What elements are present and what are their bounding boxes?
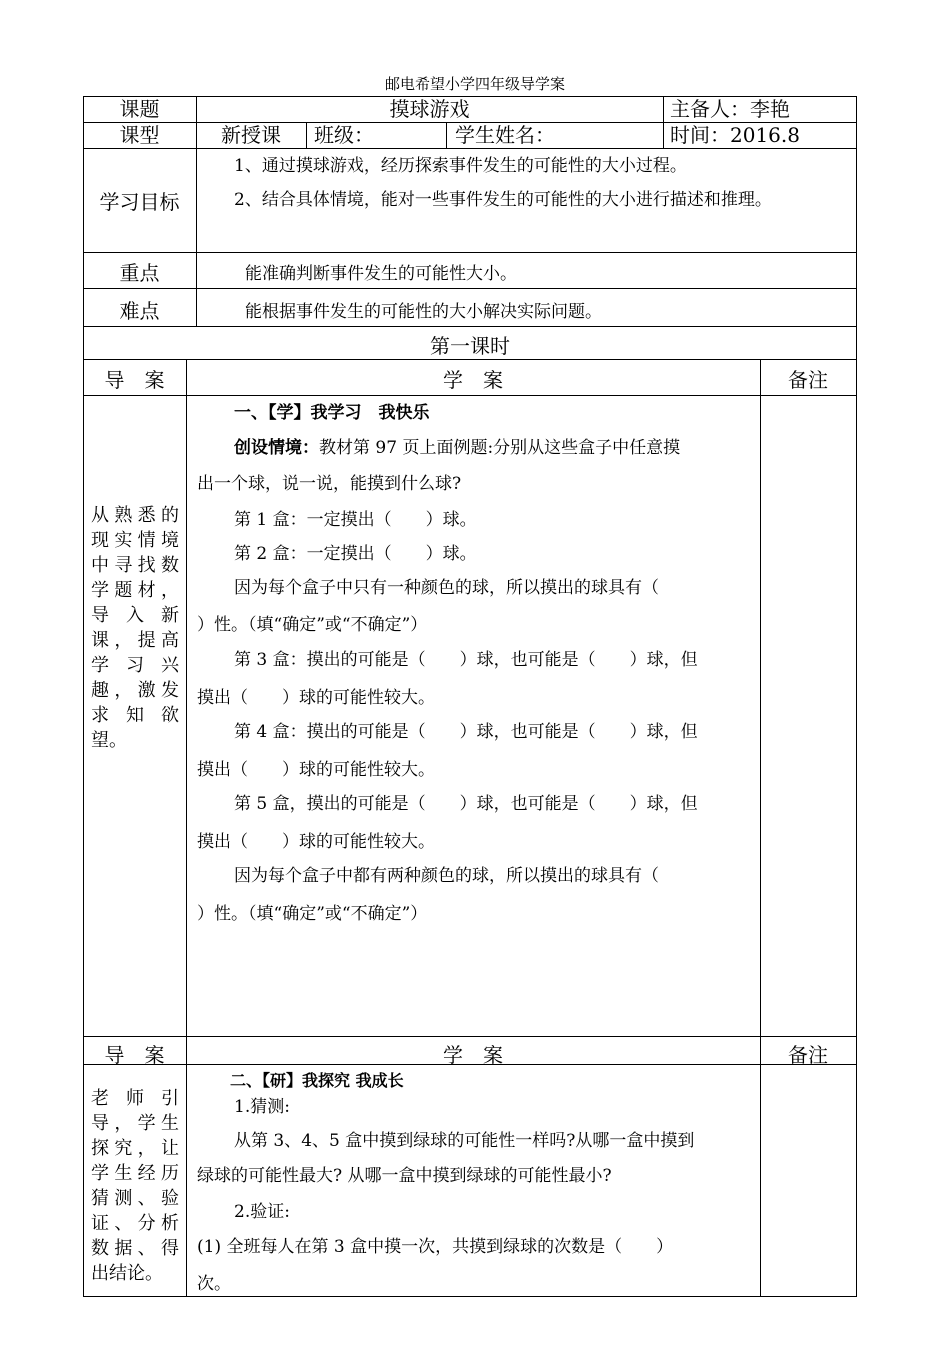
- box2-question: 第 2 盒：一定摸出（ ）球。: [234, 544, 477, 564]
- box3-line-b: 摸出（ ）球的可能性较大。: [197, 688, 435, 708]
- box4-line-b: 摸出（ ）球的可能性较大。: [197, 760, 435, 780]
- type-value: 新授课: [221, 123, 281, 147]
- preparer: 主备人：李艳: [670, 97, 790, 121]
- type-label: 课型: [119, 123, 160, 147]
- box1-question: 第 1 盒：一定摸出（ ）球。: [234, 510, 477, 530]
- section2-guide-text: 老师引 导，学生 探究，让 学生经历 猜测、验 证、分析 数据、得 出结论。: [91, 1088, 179, 1284]
- class-label: 班级：: [314, 123, 374, 147]
- verify-line-1b: 次。: [197, 1274, 231, 1294]
- guide-column-header-2: 导 案: [104, 1043, 165, 1067]
- box4-line-a: 第 4 盒：摸出的可能是（ ）球，也可能是（ ）球，但: [234, 722, 698, 742]
- document-title: 邮电希望小学四年级导学案: [384, 75, 565, 93]
- study-column-header: 学 案: [443, 368, 503, 392]
- guess-line-b: 绿球的可能性最大? 从哪一盒中摸到绿球的可能性最小?: [197, 1166, 612, 1186]
- because1-line-b: ）性。（填“确定”或“不确定”）: [197, 615, 428, 635]
- topic-value: 摸球游戏: [389, 97, 470, 121]
- guess-line-a: 从第 3、4、5 盒中摸到绿球的可能性一样吗?从哪一盒中摸到: [234, 1131, 695, 1151]
- guide-column-header: 导 案: [104, 368, 165, 392]
- section1-guide-text: 从熟悉的 现实情境 中寻找数 学题材， 导入新 课，提高 学习兴 趣，激发 求知欲 望。: [91, 505, 179, 751]
- box3-line-a: 第 3 盒：摸出的可能是（ ）球，也可能是（ ）球，但: [234, 650, 698, 670]
- objective-item-1: 1、通过摸球游戏，经历探索事件发生的可能性的大小过程。: [234, 156, 687, 176]
- study-column-header-2: 学 案: [443, 1043, 503, 1067]
- box5-line-b: 摸出（ ）球的可能性较大。: [197, 832, 435, 852]
- notes-column-header-2: 备注: [788, 1043, 828, 1067]
- notes-column-header: 备注: [788, 368, 828, 392]
- student-name-label: 学生姓名：: [455, 123, 555, 147]
- key-point-text: 能准确判断事件发生的可能性大小。: [245, 264, 517, 284]
- time-label: 时间：2016.8: [670, 123, 800, 147]
- difficulty-label: 难点: [119, 299, 160, 323]
- section1-heading: 一、【学】我学习 我快乐: [234, 403, 430, 423]
- verify-label: 2.验证:: [234, 1202, 290, 1222]
- objectives-label: 学习目标: [99, 190, 180, 214]
- box5-line-a: 第 5 盒，摸出的可能是（ ）球，也可能是（ ）球，但: [234, 794, 698, 814]
- difficulty-text: 能根据事件发生的可能性的大小解决实际问题。: [245, 302, 602, 322]
- scenario-line-2: 出一个球，说一说，能摸到什么球?: [197, 474, 462, 494]
- scenario-line-1: 创设情境：教材第 97 页上面例题:分别从这些盒子中任意摸: [234, 438, 681, 458]
- verify-line-1a: (1) 全班每人在第 3 盒中摸一次，共摸到绿球的次数是（ ）: [197, 1237, 674, 1257]
- because2-line-b: ）性。（填“确定”或“不确定”）: [197, 904, 428, 924]
- topic-label: 课题: [119, 97, 160, 121]
- because2-line-a: 因为每个盒子中都有两种颜色的球，所以摸出的球具有（: [234, 866, 659, 886]
- objective-item-2: 2、结合具体情境，能对一些事件发生的可能性的大小进行描述和推理。: [234, 190, 772, 210]
- key-point-label: 重点: [119, 261, 160, 285]
- lesson-title: 第一课时: [430, 334, 510, 358]
- section2-heading: 二、【研】我探究 我成长: [230, 1071, 404, 1090]
- guess-label: 1.猜测:: [234, 1097, 290, 1117]
- because1-line-a: 因为每个盒子中只有一种颜色的球，所以摸出的球具有（: [234, 578, 659, 598]
